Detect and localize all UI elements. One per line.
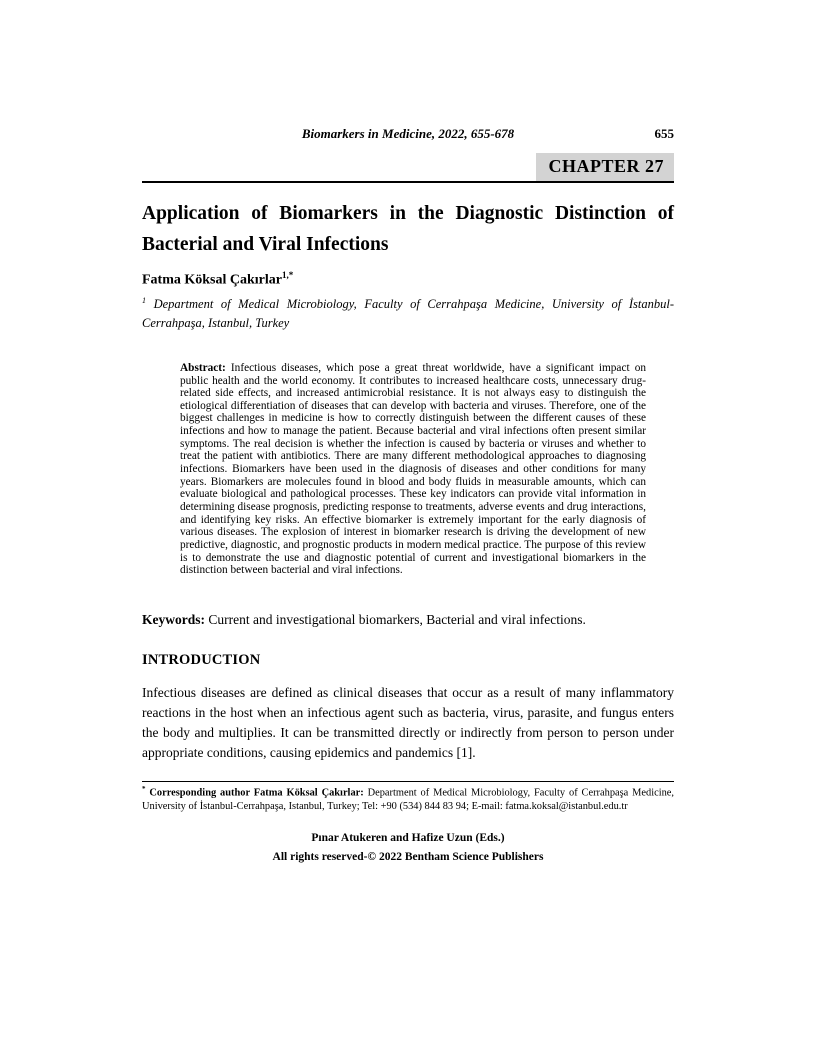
abstract-label: Abstract: [180, 361, 226, 374]
footnote-divider [142, 781, 674, 782]
author-line [142, 270, 674, 289]
page-content [142, 126, 674, 865]
running-header [142, 126, 674, 143]
abstract-text: Infectious diseases, which pose a great threat worldwide, have a significant impact on public health and the world economy. It contributes to increased healthcare costs, unnecessary drug-related side effects, and increased antimicrobial resistance. It is not always easy to distinguish the etiological differentiation of diseases that can develop with bacteria and viruses. Therefore, one of the biggest challenges in medicine is how to correctly distinguish between the different causes of these infections and how to manage the patient. Because bacterial and viral infections often present similar symptoms. The real decision is whether the infection is caused by bacteria or viruses and whether to treat the patient with antibiotics. There are many different methodological approaches to diagnosing infections. Biomarkers have been used in the diagnosis of diseases and other conditions for many years. Biomarkers are molecules found in blood and body fluids in measurable amounts, which can evaluate biological and pathological processes. These key indicators can provide vital information in determining disease prognosis, predicting response to treatments, adverse events and drug interactions, and identifying key risks. An effective biomarker is extremely important for the early diagnosis of various diseases. The explosion of interest in biomarker research is driving the development of new predictive, diagnostic, and prognostic products in modern medical practice. The purpose of this review is to demonstrate the use and diagnostic potential of current and investigational biomarkers in the distinction between bacterial and viral infections. [180, 361, 646, 577]
author-marker: 1,* [282, 269, 294, 280]
footnote-marker: * [142, 784, 146, 793]
affiliation [142, 295, 674, 331]
affiliation-marker: 1 [142, 296, 146, 306]
keywords-line [142, 611, 674, 630]
editors-line: Pınar Atukeren and Hafize Uzun (Eds.) [311, 832, 505, 845]
keywords-label: Keywords: [142, 611, 205, 627]
article-title: Application of Biomarkers in the Diagnostic Distinction of Bacterial and Viral Infections [142, 203, 674, 255]
footnote-label: Corresponding author Fatma Köksal Çakırlar: [145, 787, 364, 799]
abstract-block [180, 362, 646, 577]
copyright-line: All rights reserved-© 2022 Bentham Science Publishers [272, 851, 544, 864]
chapter-label: CHAPTER 27 [536, 153, 674, 181]
publisher-footer [142, 831, 674, 865]
section-heading-introduction: INTRODUCTION [142, 651, 261, 668]
affiliation-text: Department of Medical Microbiology, Faculty of Cerrahpaşa Medicine, University of İstanbul-Cerrahpaşa, Istanbul, Turkey [142, 297, 674, 330]
journal-citation: Biomarkers in Medicine, 2022, 655-678 [301, 126, 515, 141]
page-number: 655 [654, 126, 674, 141]
chapter-banner [142, 153, 674, 183]
corresponding-author-footnote [142, 785, 674, 815]
footnote-text: Department of Medical Microbiology, Faculty of Cerrahpaşa Medicine, University of İstanbul-Cerrahpaşa, Istanbul, Turkey; Tel: +90 (534) 844 83 94; E-mail: fatma.koksal@istanbul.edu.tr [142, 787, 675, 813]
keywords-text: Current and investigational biomarkers, Bacterial and viral infections. [205, 611, 586, 627]
intro-paragraph: Infectious diseases are defined as clinical diseases that occur as a result of many inflammatory reactions in the host when an infectious agent such as bacteria, virus, parasite, and fungus enters the body and multiplies. It can be transmitted directly or indirectly from person to person under appropriate conditions, causing epidemics and pandemics [1]. [142, 684, 674, 761]
author-name: Fatma Köksal Çakırlar [142, 272, 282, 288]
